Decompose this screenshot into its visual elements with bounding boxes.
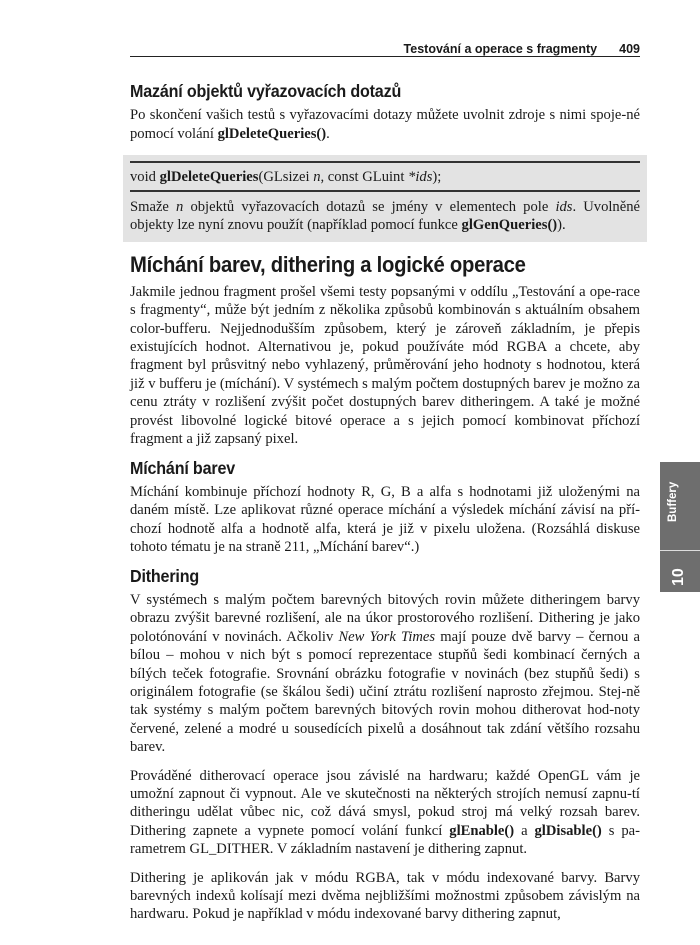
text-run: .: [326, 125, 330, 142]
text-run: s pa-rametrem GL_DITHER. V základním nastavení je dithering zapnut.: [130, 822, 640, 858]
chapter-tab-label: Buffery: [667, 481, 679, 522]
text-run: , const GLuint: [320, 169, 409, 186]
paragraph-dithering-3: Dithering je aplikován jak v módu RGBA, tak v módu indexované barvy. Barvy barevných indexů kolísají mezi dvěma nejbližšími možnostmi způsobem závislým na hardwaru. Pokud je například v módu indexované barvy dithering zapnut,: [130, 869, 640, 923]
text-run: objektů vyřazovacích dotazů se jmény v elementech pole: [183, 198, 556, 215]
running-head-title: Testování a operace s fragmenty: [403, 42, 598, 56]
parameter-name: n: [176, 198, 184, 215]
section-heading-blending: Míchání barev, dithering a logické operace: [130, 252, 526, 278]
page-number: 409: [619, 42, 640, 56]
text-run: mají pouze dvě barvy – černou a bílou – mohou v nich být s pomocí reprezentace stupňů šedi kombinací černých a bílých teček fotografie. Srovnání obrázku fotografie v novinách (bez stupňů šedi) s originálem fotografie (se škálou šedi) učiní ztrátu rozlišení naprosto zřejmou. Stej-ně tak systémy s malým počtem barevných bitových rovin mohou ditherovat hod-noty červené, zelené a modré u sousedících pixelů a dosáhnout tak zdání většího rozsahu barev.: [130, 628, 640, 756]
function-name: glGenQueries(): [461, 217, 558, 234]
paragraph-dithering-1: [130, 591, 640, 757]
text-run: V systémech s malým počtem barevných bitových rovin můžete ditheringem barvy obrazu zvýšit barevné rozlišení, ale na úkor prostorového rozlišení. Dithering je jako polotónování v novinách. Ačkoliv: [130, 591, 640, 645]
chapter-tab-divider: [660, 550, 700, 551]
text-run: Smaže: [130, 198, 177, 215]
section-heading-delete-queries: Mazání objektů vyřazovacích dotazů: [130, 81, 402, 101]
parameter-name: n: [313, 169, 321, 186]
parameter-name: ids: [555, 198, 573, 215]
text-run: (GLsizei: [258, 169, 314, 186]
function-description: [130, 192, 640, 235]
chapter-tab-number: 10: [670, 568, 687, 586]
section-heading-color-blending: Míchání barev: [130, 457, 235, 478]
text-run: Prováděné ditherovací operace jsou závislé na hardwaru; každé OpenGL vám je umožní zapnout či vypnout. Ale ve skutečnosti na některých strojích nemusí zapnu-tí ditheringu udělat vůbec nic, což dává smysl, pokud stroj má velký rozsah barev. Dithering zapnete a vypnete pomocí volání funkcí: [130, 767, 640, 839]
parameter-name: *ids: [408, 169, 433, 186]
page-content: [130, 82, 640, 934]
paragraph-dithering-2: [130, 767, 640, 859]
emphasis: New York Times: [338, 628, 436, 645]
text-run: );: [432, 169, 442, 186]
text-run: . Uvolněné objekty lze nyní znovu použít (například pomocí funkce: [130, 198, 640, 234]
function-name: glDeleteQueries: [159, 169, 259, 186]
text-run: void: [130, 169, 160, 186]
function-reference-box: [123, 155, 647, 242]
chapter-thumb-tab: [660, 462, 700, 592]
paragraph-color-blending: Míchání kombinuje příchozí hodnoty R, G, B a alfa s hodnotami již uloženými na daném místě. Lze aplikovat různé operace míchání a výsledek míchání závisí na pří-chozí hodnotě alfa a hodnotě alfa, která je již v pixelu uložena. (Rozsáhlá diskuse tohoto tématu je na straně 211, „Míchání barev“.): [130, 483, 640, 556]
function-name: glEnable(): [449, 822, 515, 839]
text-run: a: [514, 822, 535, 839]
paragraph-delete-queries: [130, 106, 640, 143]
text-run: Po skončení vašich testů s vyřazovacími dotazy můžete uvolnit zdroje s nimi spoje-né pomocí volání: [130, 107, 640, 142]
running-head: [130, 34, 640, 57]
paragraph-blending-intro: Jakmile jednou fragment prošel všemi testy popsanými v oddílu „Testování a ope-race s fragmenty“, může být jedním z několika způsobů kombinován s aktuálním obsahem color-bufferu. Nejjednodušším způsobem, který je zároveň základním, je přepis existujících hodnot. Alternativou je, pokud používáte mód RGBA a chcete, aby fragment byl průsvitný nebo vyhlazený, průměrování jeho hodnoty s hodnotou, která již v bufferu je (míchání). V systémech s malým počtem dostupných barev je možno za cenu ztráty v rozlišení zvýšit počet dostupných barev ditheringem. A také je možné provést libovolné logické bitové operace a s jejich pomocí kombinovat příchozí fragment a již zapsaný pixel.: [130, 283, 640, 448]
section-heading-dithering: Dithering: [130, 565, 200, 586]
function-name: glDeleteQueries(): [217, 125, 327, 142]
text-run: ).: [557, 217, 566, 234]
function-name: glDisable(): [534, 822, 602, 839]
function-prototype: [130, 161, 640, 191]
